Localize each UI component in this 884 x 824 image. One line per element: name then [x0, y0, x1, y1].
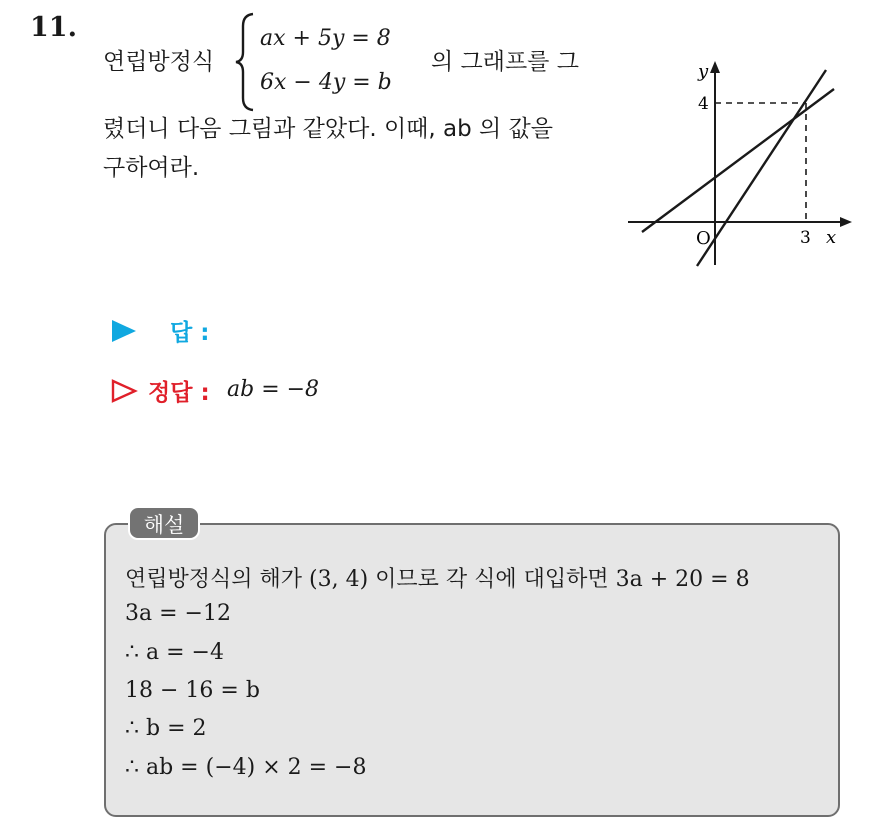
y-axis-label: y: [698, 61, 709, 82]
answer-label: 답 :: [170, 320, 210, 346]
question-line-2: 렸더니 다음 그림과 같았다. 이때, ab 의 값을: [103, 116, 553, 142]
y-tick-label: 4: [698, 94, 709, 114]
x-tick-label: 3: [800, 228, 811, 248]
x-axis-arrow: [840, 217, 852, 227]
left-brace: [234, 12, 256, 112]
explanation-line-5: ∴ b = 2: [125, 716, 207, 741]
answer-triangle-icon: [110, 318, 138, 344]
explanation-title: 해설: [128, 506, 200, 540]
question-text-before: 연립방정식: [103, 49, 215, 75]
correct-answer-label: 정답 :: [148, 380, 210, 406]
correct-answer-value: ab = −8: [227, 377, 320, 402]
line-graph: [620, 55, 860, 270]
origin-label: O: [696, 228, 711, 249]
question-number: 11.: [30, 12, 77, 43]
equation-1: ax + 5y = 8: [260, 26, 391, 51]
question-text-after: 의 그래프를 그: [431, 49, 579, 75]
explanation-line-2: 3a = −12: [125, 601, 231, 626]
explanation-line-3: ∴ a = −4: [125, 640, 224, 665]
explanation-line-4: 18 − 16 = b: [125, 678, 260, 703]
x-axis-label: x: [826, 227, 837, 248]
explanation-line-6: ∴ ab = (−4) × 2 = −8: [125, 755, 367, 780]
correct-triangle-icon: [110, 378, 138, 404]
y-axis-arrow: [710, 61, 720, 73]
equation-2: 6x − 4y = b: [260, 70, 392, 95]
question-line-3: 구하여라.: [103, 155, 200, 181]
explanation-line-1: 연립방정식의 해가 (3, 4) 이므로 각 식에 대입하면 3a + 20 = 8: [125, 567, 750, 592]
